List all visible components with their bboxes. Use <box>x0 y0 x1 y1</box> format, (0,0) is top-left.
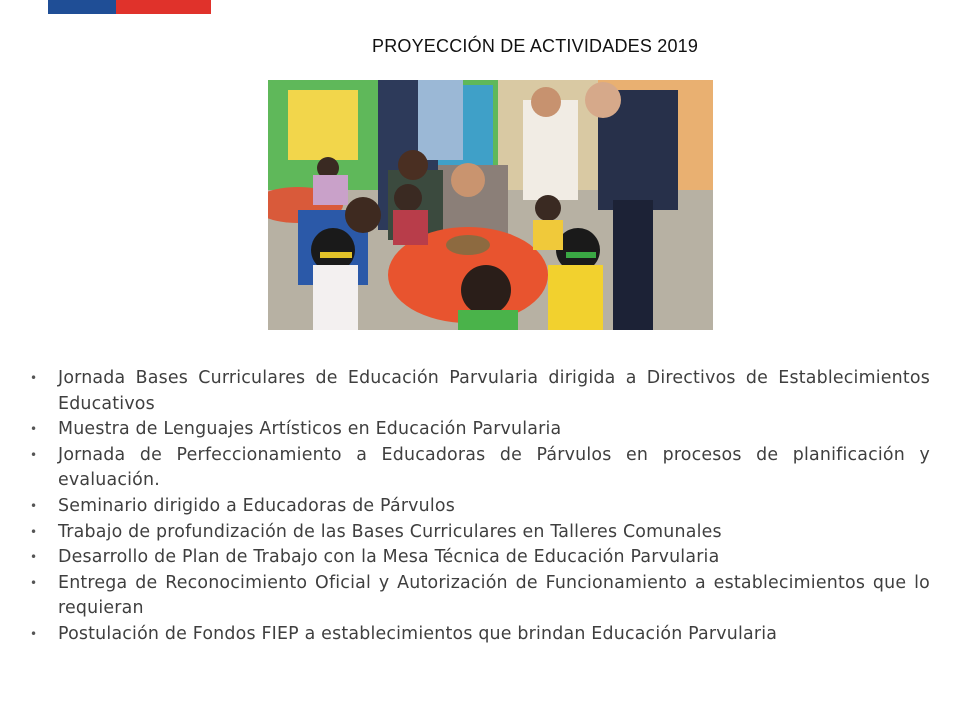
list-item <box>30 622 930 648</box>
list-item <box>30 366 930 417</box>
list-item <box>30 520 930 546</box>
flag-blue-segment <box>48 0 116 14</box>
flag-red-segment <box>116 0 211 14</box>
bullet-icon: • <box>30 575 38 590</box>
bullet-icon: • <box>30 550 38 565</box>
list-item <box>30 443 930 494</box>
bullet-icon: • <box>30 626 38 641</box>
list-item-text: Jornada de Perfeccionamiento a Educadoras de Párvulos en procesos de planificación y evaluación. <box>58 444 930 491</box>
page-title: PROYECCIÓN DE ACTIVIDADES 2019 <box>372 36 699 56</box>
list-item-text: Seminario dirigido a Educadoras de Párvulos <box>58 495 456 516</box>
classroom-photo <box>268 80 713 330</box>
list-item <box>30 494 930 520</box>
list-item-text: Desarrollo de Plan de Trabajo con la Mesa Técnica de Educación Parvularia <box>58 547 720 568</box>
list-item <box>30 571 930 622</box>
bullet-icon: • <box>30 498 38 513</box>
bullet-icon: • <box>30 447 38 462</box>
flag-bar <box>48 0 211 14</box>
activities-list <box>30 366 930 648</box>
list-item-text: Entrega de Reconocimiento Oficial y Autorización de Funcionamiento a establecimientos que lo requieran <box>58 572 930 619</box>
list-item <box>30 545 930 571</box>
list-item-text: Postulación de Fondos FIEP a establecimientos que brindan Educación Parvularia <box>58 623 778 644</box>
list-item-text: Trabajo de profundización de las Bases Curriculares en Talleres Comunales <box>58 521 722 542</box>
bullet-icon: • <box>30 524 38 539</box>
list-item-text: Muestra de Lenguajes Artísticos en Educación Parvularia <box>58 419 562 440</box>
bullet-icon: • <box>30 422 38 437</box>
bullet-icon: • <box>30 371 38 385</box>
list-item <box>30 417 930 443</box>
list-item-text: Jornada Bases Curriculares de Educación Parvularia dirigida a Directivos de Establecimientos Educativos <box>58 368 930 414</box>
